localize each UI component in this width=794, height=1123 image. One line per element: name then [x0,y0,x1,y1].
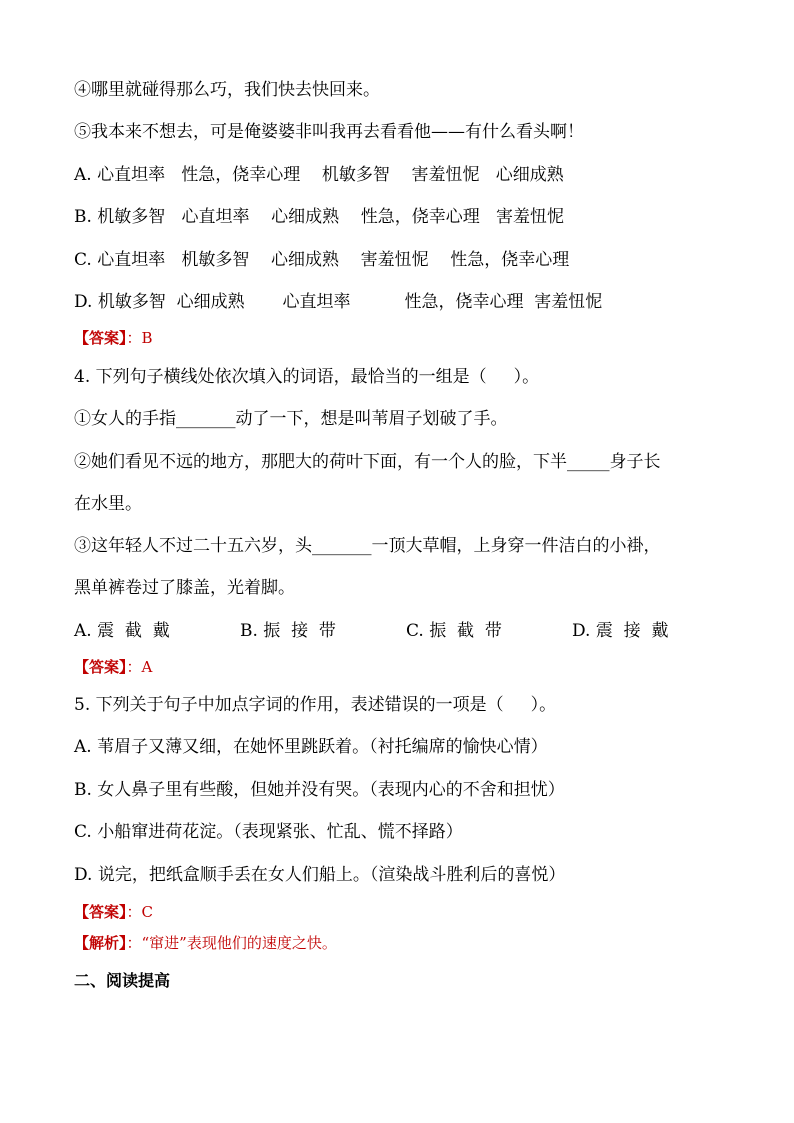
answer-value: ：A [126,658,153,676]
q5-option-a: A. 苇眉子又薄又细，在她怀里跳跃着。（衬托编席的愉快心情） [74,737,548,757]
answer-value: ：C [126,903,153,921]
q3-option-a: A. 心直坦率 性急，侥幸心理 机敏多智 害羞忸怩 心细成熟 [74,165,564,185]
q4-sentence-2a: ②她们看见不远的地方，那肥大的荷叶下面，有一个人的脸，下半_____身子长 [74,452,661,472]
q3-option-b: B. 机敏多智 心直坦率 心细成熟 性急，侥幸心理 害羞忸怩 [74,207,564,227]
q3-option-d: D. 机敏多智 心细成熟 心直坦率 性急，侥幸心理 害羞忸怩 [74,292,603,312]
q4-sentence-1: ①女人的手指_______动了一下，想是叫苇眉子划破了手。 [74,409,508,429]
section-heading: 二、阅读提高 [74,971,171,990]
q5-option-b: B. 女人鼻子里有些酸，但她并没有哭。（表现内心的不舍和担忧） [74,780,565,800]
q4-stem: 4. 下列句子横线处依次填入的词语，最恰当的一组是（ ）。 [74,367,540,387]
q4-sentence-3a: ③这年轻人不过二十五六岁，头_______一顶大草帽，上身穿一件洁白的小褂， [74,536,661,556]
q5-stem: 5. 下列关于句子中加点字词的作用，表述错误的一项是（ ）。 [74,695,557,715]
q4-sentence-2b: 在水里。 [74,494,142,514]
answer-value: ：B [126,329,153,347]
q3-option-c: C. 心直坦率 机敏多智 心细成熟 害羞忸怩 性急，侥幸心理 [74,250,570,270]
q4-option-d: D. 震 接 戴 [572,621,669,641]
q4-answer [74,656,152,678]
answer-tag: 【答案】 [74,658,127,676]
q5-analysis [74,932,337,954]
answer-tag: 【答案】 [74,903,127,921]
analysis-tag: 【解析】 [74,934,127,952]
analysis-value: ：“窜进”表现他们的速度之快。 [126,934,337,952]
q3-answer [74,327,153,349]
q4-option-c: C. 振 截 带 [406,621,502,641]
q4-sentence-3b: 黑单裤卷过了膝盖，光着脚。 [74,578,295,598]
q4-option-b: B. 振 接 带 [240,621,336,641]
q4-options [74,620,668,642]
q5-answer [74,901,153,923]
q3-item-4: ④哪里就碰得那么巧，我们快去快回来。 [74,80,380,100]
q5-option-c: C. 小船窜进荷花淀。（表现紧张、忙乱、慌不择路） [74,822,463,842]
q3-item-5: ⑤我本来不想去，可是俺婆婆非叫我再去看看他——有什么看头啊！ [74,122,584,142]
answer-tag: 【答案】 [74,329,127,347]
q4-option-a: A. 震 截 戴 [74,621,170,641]
q5-option-d: D. 说完，把纸盒顺手丢在女人们船上。（渲染战斗胜利后的喜悦） [74,865,566,885]
